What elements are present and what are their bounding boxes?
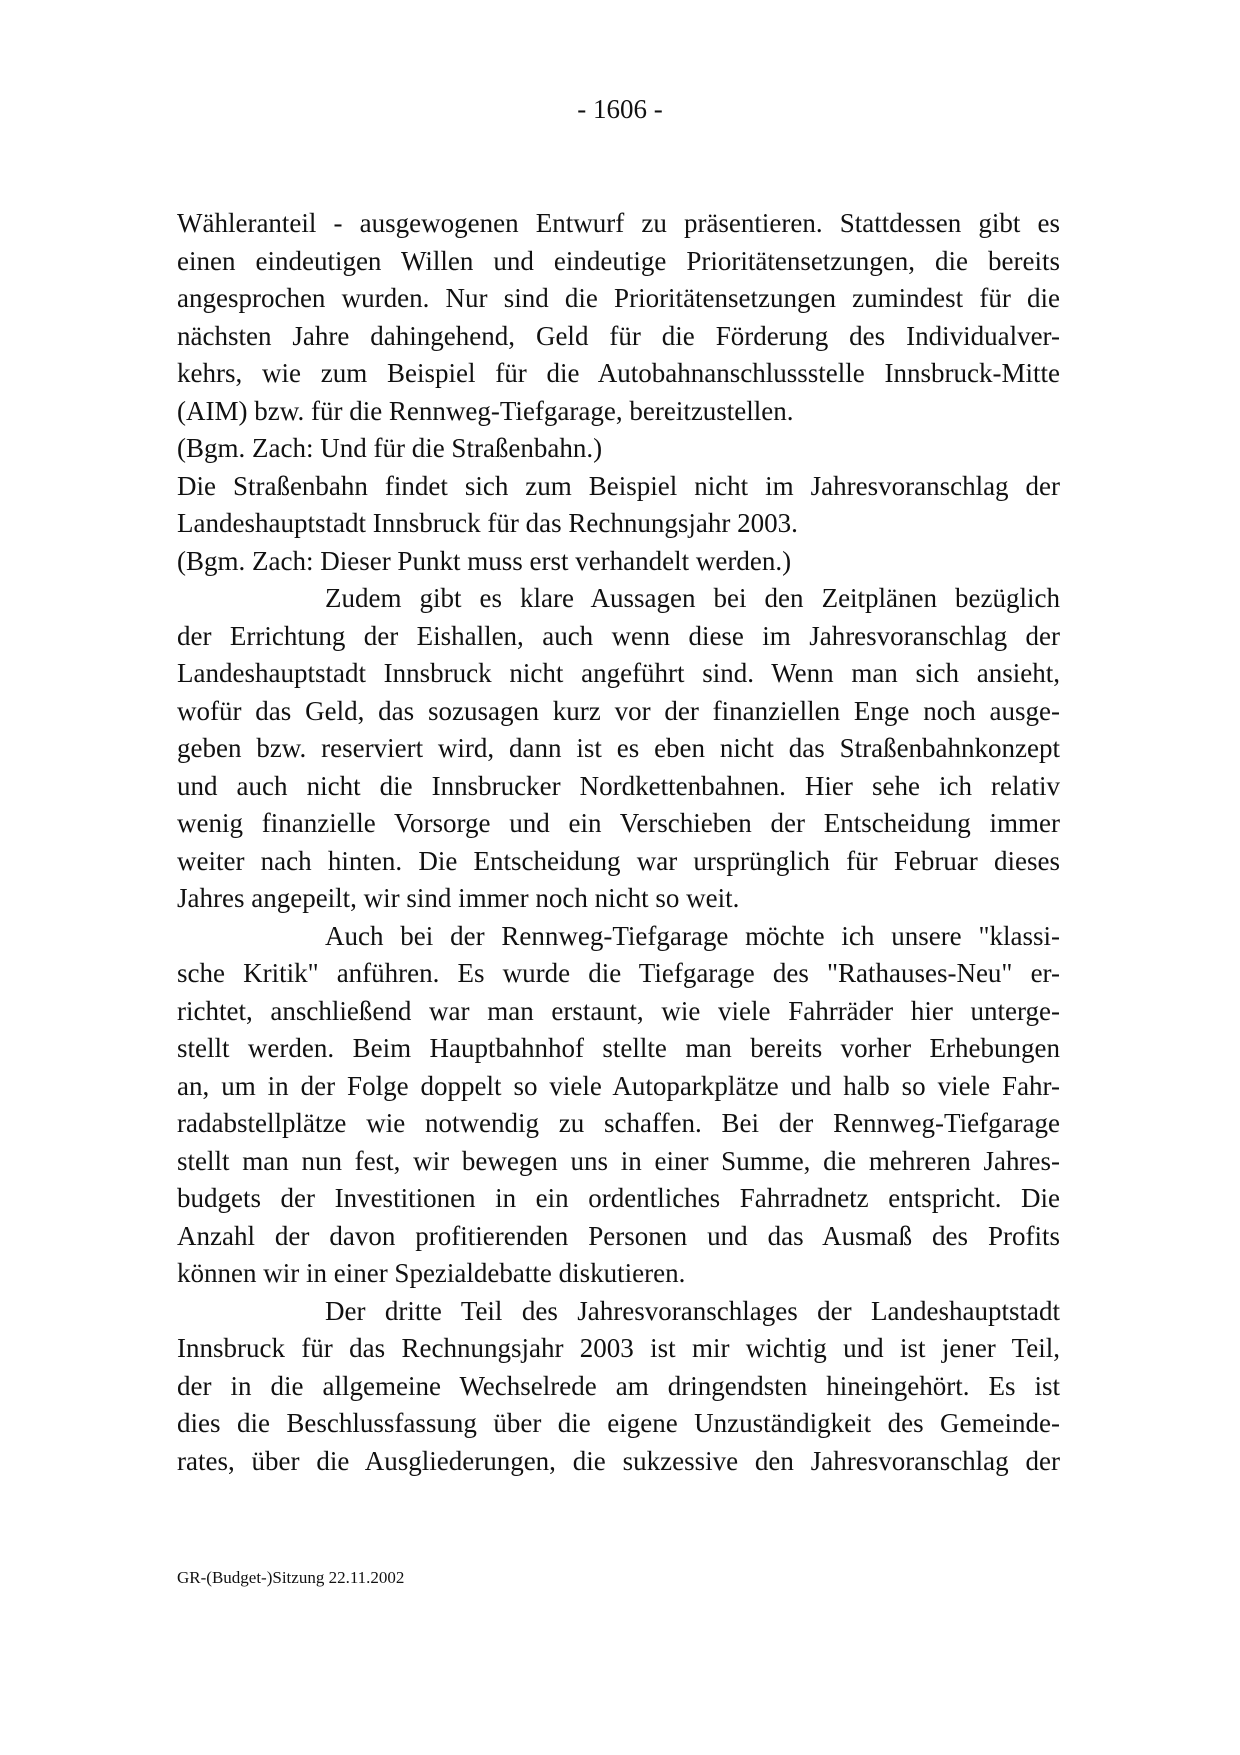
text-line: Innsbruck für das Rechnungsjahr 2003 ist mir wichtig und ist jener Teil,: [177, 1333, 1060, 1363]
text-line: Auch bei der Rennweg-Tiefgarage möchte ich unsere "klassi-: [325, 920, 1060, 951]
text-line: radabstellplätze wie notwendig zu schaffen. Bei der Rennweg-Tiefgarage: [177, 1108, 1060, 1138]
text-line: und auch nicht die Innsbrucker Nordkettenbahnen. Hier sehe ich relativ: [177, 770, 1060, 801]
text-line: Anzahl der davon profitierenden Personen und das Ausmaß des Profits: [177, 1220, 1060, 1251]
page-number: - 1606 -: [577, 94, 663, 124]
text-line: wenig finanzielle Vorsorge und ein Verschieben der Entscheidung immer: [177, 808, 1060, 838]
text-line: können wir in einer Spezialdebatte diskutieren.: [177, 1258, 686, 1288]
text-line: sche Kritik" anführen. Es wurde die Tiefgarage des "Rathauses-Neu" er-: [177, 958, 1060, 988]
text-line: angesprochen wurden. Nur sind die Prioritätensetzungen zumindest für die: [177, 283, 1060, 313]
text-line: Jahres angepeilt, wir sind immer noch nicht so weit.: [177, 883, 740, 913]
text-line: kehrs, wie zum Beispiel für die Autobahnanschlussstelle Innsbruck-Mitte: [177, 358, 1060, 388]
text-line: Die Straßenbahn findet sich zum Beispiel nicht im Jahresvoranschlag der: [177, 470, 1060, 501]
text-line: nächsten Jahre dahingehend, Geld für die Förderung des Individualver-: [177, 320, 1060, 351]
text-line: Landeshauptstadt Innsbruck für das Rechnungsjahr 2003.: [177, 508, 798, 538]
text-line: der Errichtung der Eishallen, auch wenn diese im Jahresvoranschlag der: [177, 620, 1060, 651]
text-line: der in die allgemeine Wechselrede am dringendsten hineingehört. Es ist: [177, 1370, 1060, 1401]
body-text: [177, 205, 1060, 1480]
text-line: wofür das Geld, das sozusagen kurz vor der finanziellen Enge noch ausge-: [177, 695, 1060, 726]
text-line: einen eindeutigen Willen und eindeutige Prioritätensetzungen, die bereits: [177, 245, 1060, 276]
text-line: Wähleranteil - ausgewogenen Entwurf zu präsentieren. Stattdessen gibt es: [177, 208, 1060, 238]
footer: GR-(Budget-)Sitzung 22.11.2002: [177, 1568, 405, 1587]
text-line: dies die Beschlussfassung über die eigene Unzuständigkeit des Gemeinde-: [177, 1408, 1060, 1438]
text-line: Der dritte Teil des Jahresvoranschlages der Landeshauptstadt: [325, 1295, 1060, 1326]
text-line: (Bgm. Zach: Und für die Straßenbahn.): [177, 433, 603, 463]
text-line: Zudem gibt es klare Aussagen bei den Zeitplänen bezüglich: [325, 583, 1060, 613]
text-line: stellt man nun fest, wir bewegen uns in einer Summe, die mehreren Jahres-: [177, 1145, 1060, 1176]
text-line: weiter nach hinten. Die Entscheidung war ursprünglich für Februar dieses: [177, 845, 1060, 876]
text-line: rates, über die Ausgliederungen, die sukzessive den Jahresvoranschlag der: [177, 1445, 1060, 1476]
text-line: (Bgm. Zach: Dieser Punkt muss erst verhandelt werden.): [177, 545, 792, 576]
text-line: stellt werden. Beim Hauptbahnhof stellte man bereits vorher Erhebungen: [177, 1033, 1060, 1063]
text-line: geben bzw. reserviert wird, dann ist es eben nicht das Straßenbahnkonzept: [177, 733, 1060, 763]
text-line: (AIM) bzw. für die Rennweg-Tiefgarage, bereitzustellen.: [177, 395, 794, 426]
text-line: budgets der Investitionen in ein ordentliches Fahrradnetz entspricht. Die: [177, 1183, 1060, 1213]
text-line: richtet, anschließend war man erstaunt, wie viele Fahrräder hier unterge-: [177, 995, 1060, 1026]
text-line: an, um in der Folge doppelt so viele Autoparkplätze und halb so viele Fahr-: [177, 1070, 1060, 1101]
text-line: Landeshauptstadt Innsbruck nicht angeführt sind. Wenn man sich ansieht,: [177, 658, 1060, 688]
